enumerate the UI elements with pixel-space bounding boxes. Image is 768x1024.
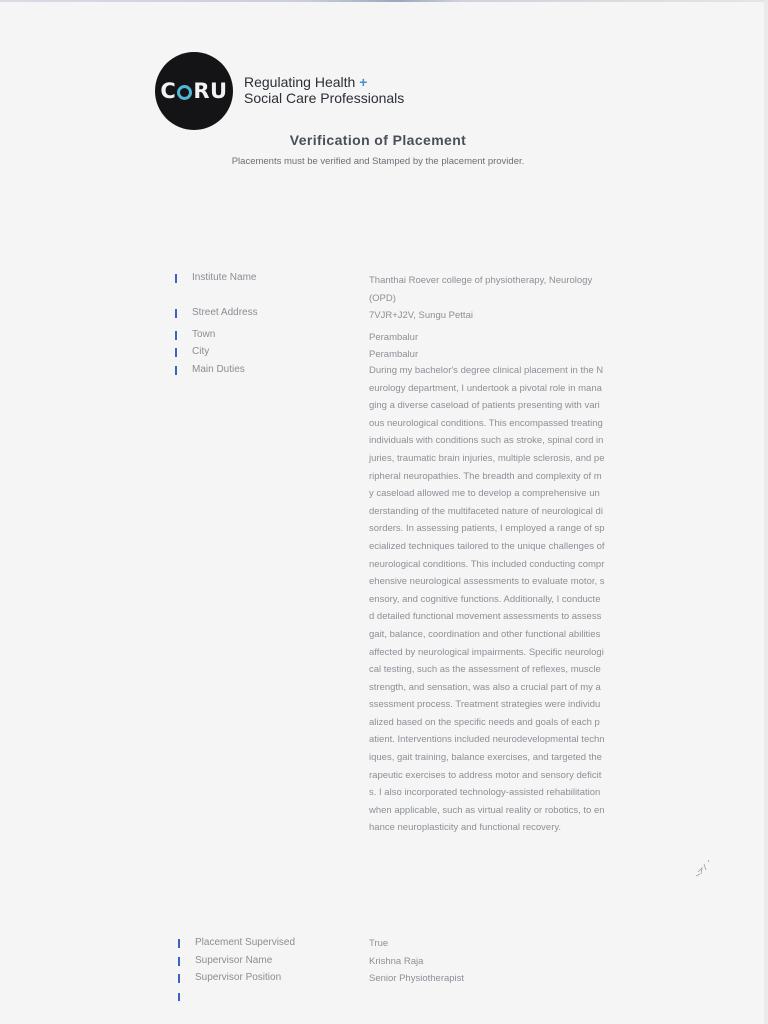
field-value-supervisor-position: Senior Physiotherapist — [369, 973, 465, 984]
field-main-duties — [175, 364, 362, 375]
tagline-line-2: Social Care Professionals — [244, 90, 405, 106]
field-marker — [178, 974, 180, 983]
field-value-street-address: 7VJR+J2V, Sungu Pettai — [369, 310, 473, 321]
field-label-town: Town — [192, 329, 216, 340]
tagline-line-1: Regulating Health — [244, 74, 356, 90]
field-institute-name — [175, 272, 362, 283]
field-label-placement-supervised: Placement Supervised — [195, 937, 296, 948]
scan-right-edge — [764, 0, 768, 1024]
page-title: Verification of Placement — [289, 132, 467, 148]
field-street-address — [175, 307, 362, 318]
scan-top-edge — [0, 0, 768, 2]
empty-field-marker — [178, 993, 180, 1001]
field-label-street-address: Street Address — [192, 307, 258, 318]
coru-logo-text: C RU — [160, 79, 228, 103]
field-placement-supervised — [178, 937, 365, 948]
logo-ring-icon — [177, 85, 192, 100]
field-label-city: City — [192, 346, 210, 357]
scan-speck — [692, 852, 716, 880]
field-marker — [178, 939, 180, 948]
field-marker — [175, 274, 177, 283]
field-city — [175, 346, 362, 357]
field-label-institute-name: Institute Name — [192, 272, 257, 283]
plus-icon: + — [359, 74, 368, 90]
field-label-supervisor-name: Supervisor Name — [195, 955, 273, 966]
field-value-supervisor-name: Krishna Raja — [369, 956, 424, 967]
field-value-main-duties: During my bachelor's degree clinical placement in the Neurology department, I undertook a pivotal role in managing a diverse caseload of patients presenting with various neurological conditions. This encompassed treating individuals with conditions such as stroke, spinal cord injuries, traumatic brain injuries, multiple sclerosis, and peripheral neuropathies. The breadth and complexity of my caseload allowed me to develop a comprehensive understanding of the multifaceted nature of neurological disorders. In assessing patients, I employed a range of specialized techniques tailored to the unique challenges of neurological conditions. This included conducting comprehensive neurological assessments to evaluate motor, sensory, and cognitive functions. Additionally, I conducted detailed functional movement assessments to assess gait, balance, coordination and other functional abilities affected by neurological impairments. Specific neurological testing, such as the assessment of reflexes, muscle strength, and sensation, was also a crucial part of my assessment process. Treatment strategies were individualized based on the specific needs and goals of each patient. Interventions included neurodevelopmental techniques, gait training, balance exercises, and targeted therapeutic exercises to address motor and sensory deficits. I also incorporated technology-assisted rehabilitation when applicable, such as virtual reality or robotics, to enhance neuroplasticity and functional recovery. — [369, 365, 605, 834]
field-marker — [175, 331, 177, 340]
field-marker — [178, 957, 180, 966]
field-label-main-duties: Main Duties — [192, 364, 245, 375]
coru-logo — [155, 52, 233, 130]
field-supervisor-position — [178, 972, 365, 983]
field-label-supervisor-position: Supervisor Position — [195, 972, 282, 983]
field-town — [175, 329, 362, 340]
field-supervisor-name — [178, 955, 365, 966]
field-marker — [175, 348, 177, 357]
logo-tagline — [244, 74, 404, 106]
field-value-city: Perambalur — [369, 349, 419, 360]
field-value-placement-supervised: True — [369, 938, 389, 949]
field-marker — [175, 309, 177, 318]
page-subtitle: Placements must be verified and Stamped by the placement provider. — [231, 156, 525, 167]
field-value-institute-name: Thanthai Roever college of physiotherapy, Neurology (OPD) — [369, 275, 593, 304]
field-marker — [175, 366, 177, 375]
field-value-town: Perambalur — [369, 332, 419, 343]
